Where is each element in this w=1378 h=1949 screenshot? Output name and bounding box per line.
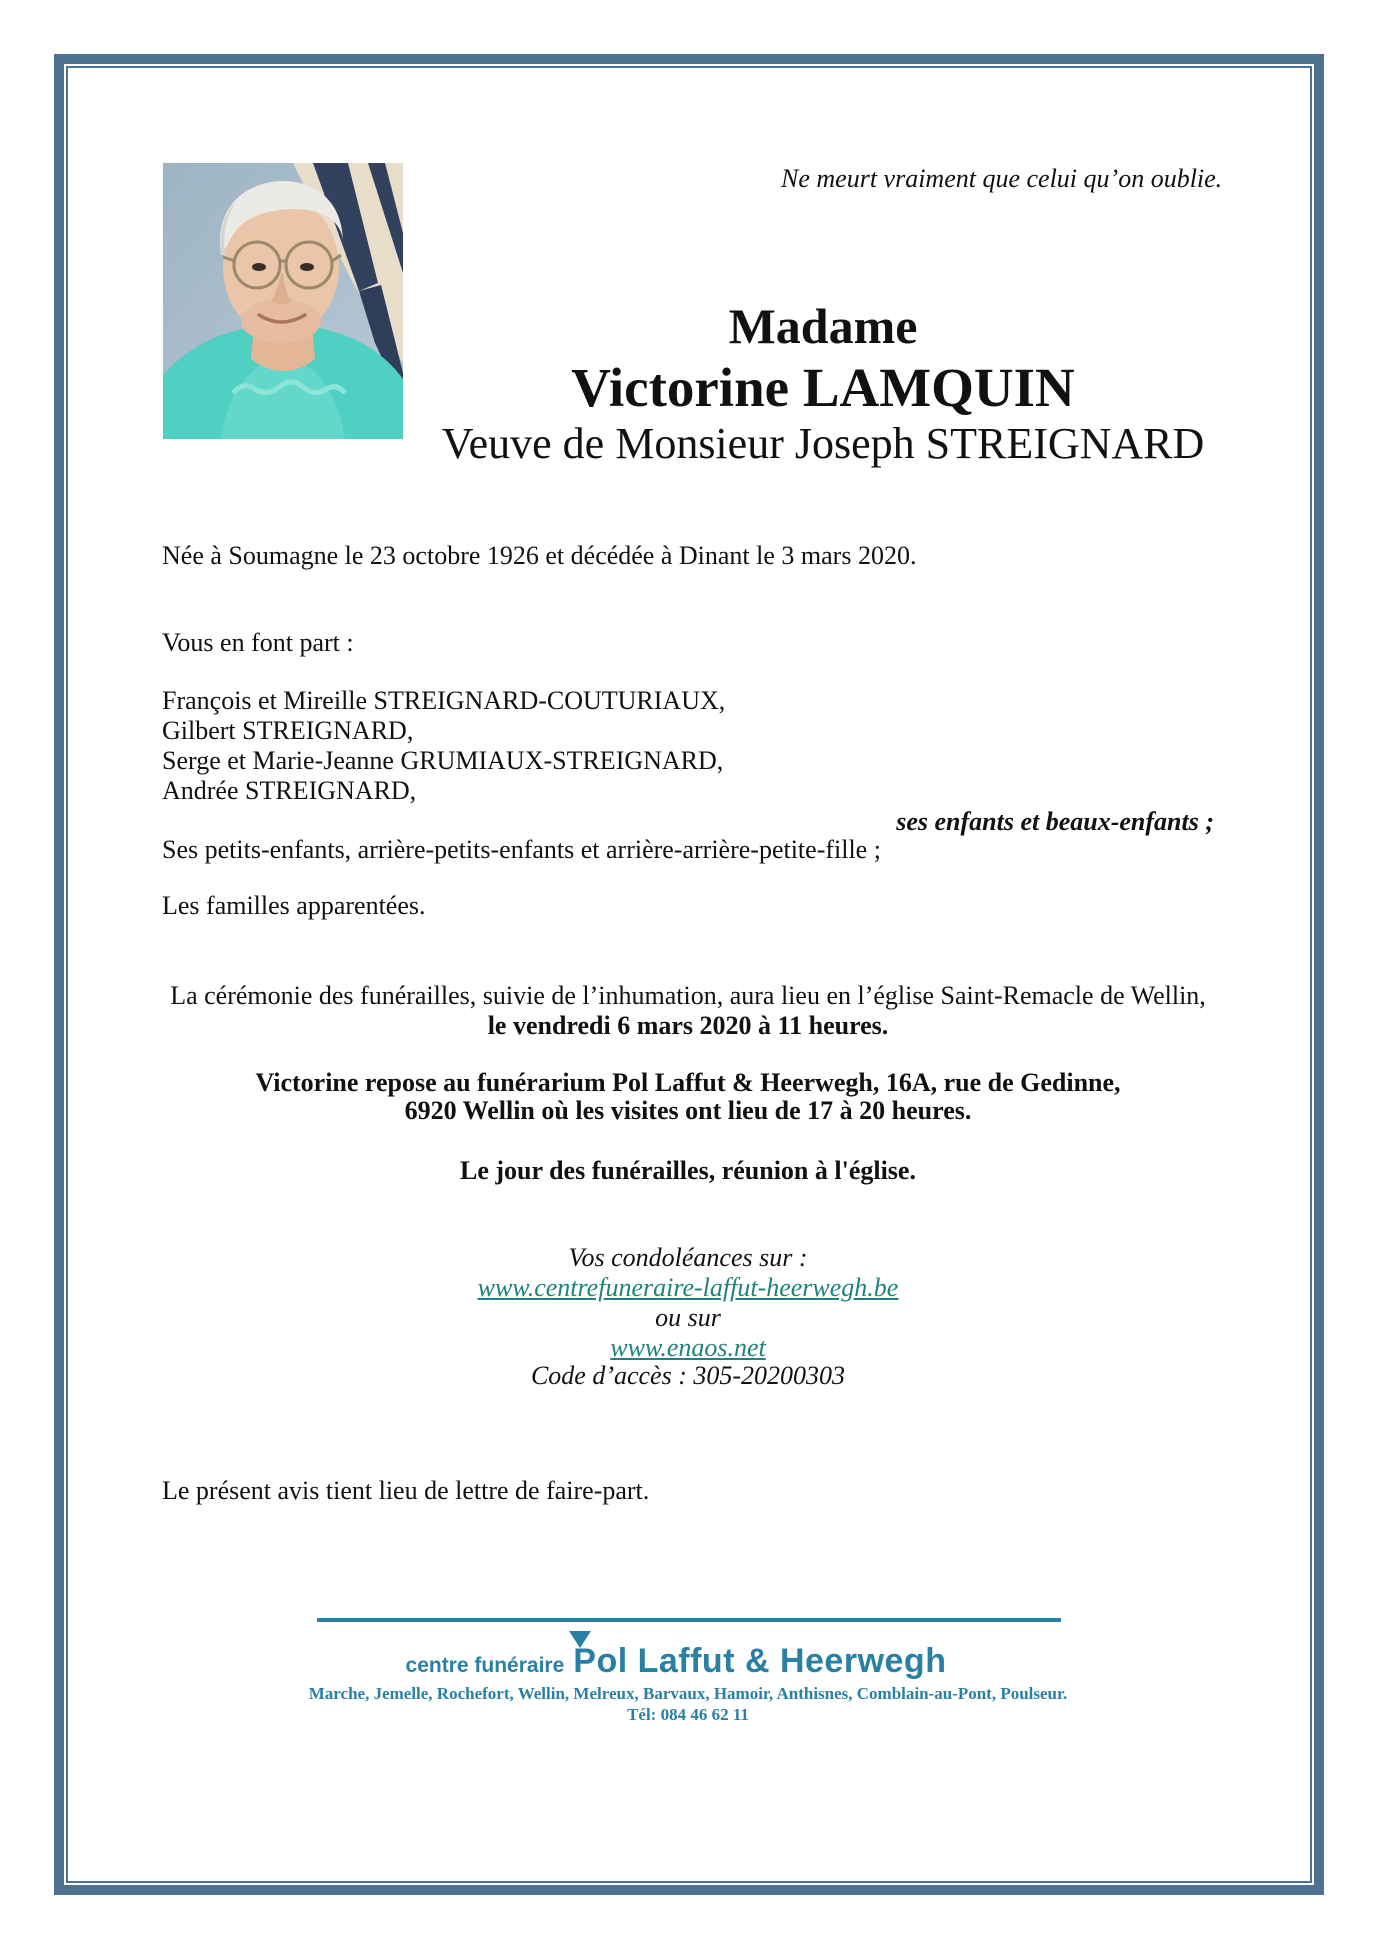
family-member: Serge et Marie-Jeanne GRUMIAUX-STREIGNARD,: [162, 746, 724, 775]
condolences-link-2[interactable]: www.enaos.net: [610, 1333, 766, 1362]
condolences-link-1-row: [162, 1273, 1214, 1303]
access-code-line: Code d’accès : 305-20200303: [530, 1361, 846, 1390]
family-member: François et Mireille STREIGNARD-COUTURIAUX,: [162, 686, 726, 715]
family-member: Andrée STREIGNARD,: [162, 776, 417, 805]
title-block: [402, 296, 1244, 469]
condolences-link-1[interactable]: www.centrefuneraire-laffut-heerwegh.be: [477, 1273, 899, 1302]
reunion-line: Le jour des funérailles, réunion à l'église.: [460, 1156, 916, 1185]
deceased-title: Madame: [728, 298, 918, 354]
footer-divider-rule: [317, 1618, 1061, 1622]
family-member: Gilbert STREIGNARD,: [162, 716, 414, 745]
grandchildren-line: Ses petits-enfants, arrière-petits-enfants et arrière-arrière-petite-fille ;: [162, 835, 881, 864]
ceremony-date-line: le vendredi 6 mars 2020 à 11 heures.: [487, 1011, 889, 1040]
life-dates-line: Née à Soumagne le 23 octobre 1926 et décédée à Dinant le 3 mars 2020.: [162, 541, 917, 570]
portrait-photo-art: [163, 163, 403, 439]
deceased-widow-line: Veuve de Monsieur Joseph STREIGNARD: [441, 419, 1205, 468]
announcement-intro: Vous en font part :: [162, 628, 354, 657]
condolences-label: Vos condoléances sur :: [568, 1243, 808, 1272]
related-families-line: Les familles apparentées.: [162, 891, 426, 920]
repose-line-1: Victorine repose au funérarium Pol Laffut & Heerwegh, 16A, rue de Gedinne,: [255, 1068, 1121, 1097]
brand-name: Pol Laffut & Heerwegh: [573, 1642, 947, 1680]
memorial-quote: Ne meurt vraiment que celui qu’on oublie.: [781, 164, 1223, 193]
brand-prefix: centre funéraire: [405, 1654, 565, 1677]
ceremony-line: La cérémonie des funérailles, suivie de l’inhumation, aura lieu en l’église Saint-Remacle de Wellin,: [170, 981, 1206, 1010]
condolences-or-label: ou sur: [655, 1303, 721, 1332]
repose-line-2: 6920 Wellin où les visites ont lieu de 17 à 20 heures.: [404, 1096, 972, 1125]
relation-note: ses enfants et beaux-enfants ;: [896, 807, 1214, 836]
deceased-name: Victorine LAMQUIN: [571, 357, 1075, 418]
funeral-home-brand: [304, 1642, 1048, 1681]
footer-phone-line: Tél: 084 46 62 11: [627, 1705, 749, 1724]
family-members-list: [162, 686, 1214, 806]
portrait-photo: [163, 163, 403, 439]
condolences-link-2-row: [162, 1333, 1214, 1363]
footer-locations-line: Marche, Jemelle, Rochefort, Wellin, Melreux, Barvaux, Hamoir, Anthisnes, Comblain-au-Pont, Poulseur.: [308, 1684, 1068, 1703]
notice-line: Le présent avis tient lieu de lettre de faire-part.: [162, 1476, 650, 1505]
